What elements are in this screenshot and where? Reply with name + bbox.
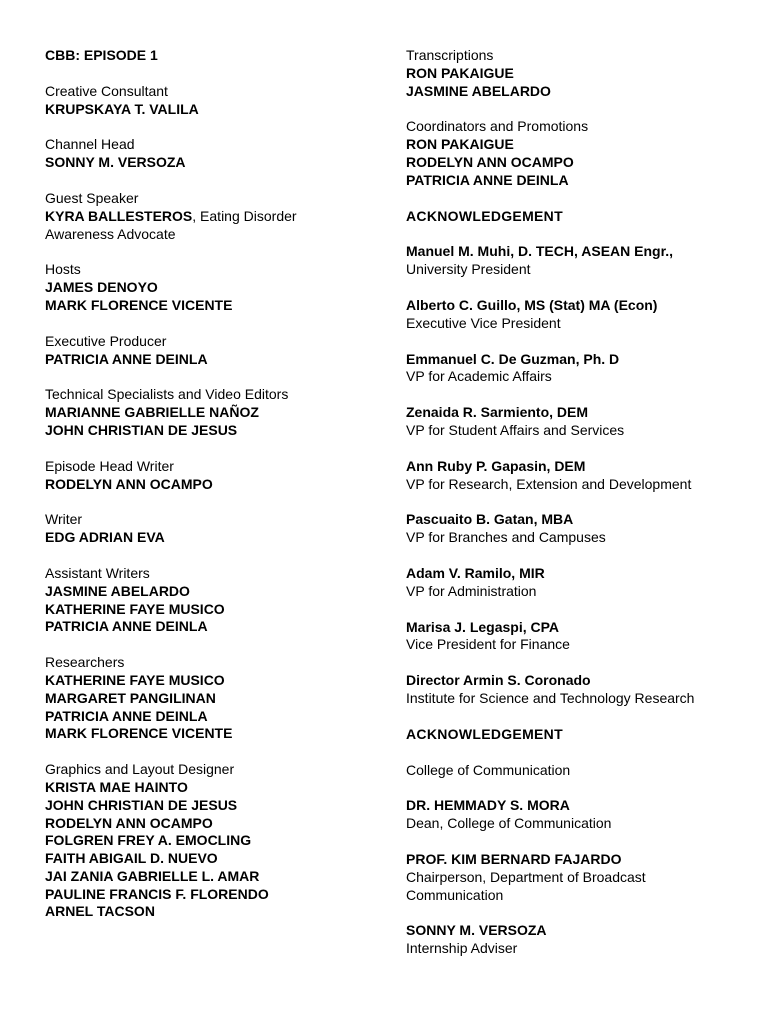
credit-name: PATRICIA ANNE DEINLA <box>45 350 208 367</box>
credit-name: MARK FLORENCE VICENTE <box>45 725 233 742</box>
credit-graphics <box>45 761 365 921</box>
credit-hosts <box>45 261 365 314</box>
role-label: Graphics and Layout Designer <box>45 761 235 778</box>
official-entry <box>406 458 746 494</box>
official-title: VP for Student Affairs and Services <box>406 421 625 438</box>
guest-speaker-desc-cont: Awareness Advocate <box>45 225 176 242</box>
credit-name: ARNEL TACSON <box>45 903 155 920</box>
acknowledgement-heading: ACKNOWLEDGEMENT <box>406 725 563 742</box>
official-entry <box>406 351 746 387</box>
official-name: Alberto C. Guillo, MS (Stat) MA (Econ) <box>406 296 658 313</box>
credit-name: KATHERINE FAYE MUSICO <box>45 671 225 688</box>
official-title: VP for Academic Affairs <box>406 368 552 385</box>
official-name: Zenaida R. Sarmiento, DEM <box>406 404 589 421</box>
official-name: Adam V. Ramilo, MIR <box>406 564 545 581</box>
credit-transcriptions <box>406 47 746 100</box>
credit-guest-speaker <box>45 190 365 243</box>
credit-assistant-writers <box>45 565 365 636</box>
official-title: Dean, College of Communication <box>406 815 612 832</box>
credit-name: MARIANNE GABRIELLE NAÑOZ <box>45 404 259 421</box>
credit-name: RON PAKAIGUE <box>406 136 514 153</box>
right-column <box>406 47 746 976</box>
official-name: Emmanuel C. De Guzman, Ph. D <box>406 350 620 367</box>
official-title: VP for Branches and Campuses <box>406 529 606 546</box>
guest-speaker-desc: , Eating Disorder <box>192 207 297 224</box>
role-label: Assistant Writers <box>45 564 150 581</box>
official-entry <box>406 565 746 601</box>
credit-name: KATHERINE FAYE MUSICO <box>45 600 225 617</box>
official-title: VP for Administration <box>406 582 537 599</box>
role-label: Hosts <box>45 261 81 278</box>
role-label: Creative Consultant <box>45 82 168 99</box>
credit-technical <box>45 386 365 439</box>
credit-creative-consultant <box>45 83 365 119</box>
role-label: Researchers <box>45 654 125 671</box>
official-name: Marisa J. Legaspi, CPA <box>406 618 560 635</box>
credit-name: RODELYN ANN OCAMPO <box>45 814 213 831</box>
official-entry <box>406 672 746 708</box>
credit-name: JAI ZANIA GABRIELLE L. AMAR <box>45 867 260 884</box>
college-block <box>406 762 746 780</box>
credit-name: PAULINE FRANCIS F. FLORENDO <box>45 885 269 902</box>
role-label: Guest Speaker <box>45 189 139 206</box>
guest-speaker-line <box>45 208 365 226</box>
official-name: Manuel M. Muhi, D. TECH, ASEAN Engr., <box>406 243 674 260</box>
official-name: SONNY M. VERSOZA <box>406 922 547 939</box>
official-entry <box>406 619 746 655</box>
official-title: Vice President for Finance <box>406 636 570 653</box>
credit-researchers <box>45 654 365 743</box>
credit-name: PATRICIA ANNE DEINLA <box>45 618 208 635</box>
official-title: Executive Vice President <box>406 314 561 331</box>
credit-name: PATRICIA ANNE DEINLA <box>406 171 569 188</box>
official-entry <box>406 297 746 333</box>
official-title: Internship Adviser <box>406 940 518 957</box>
credit-name: JOHN CHRISTIAN DE JESUS <box>45 421 238 438</box>
official-name: Ann Ruby P. Gapasin, DEM <box>406 457 586 474</box>
credit-name: PATRICIA ANNE DEINLA <box>45 707 208 724</box>
acknowledgement-heading-block <box>406 208 746 226</box>
credit-coordinators <box>406 118 746 189</box>
credit-writer <box>45 511 365 547</box>
credit-name: RON PAKAIGUE <box>406 64 514 81</box>
official-name: Pascuaito B. Gatan, MBA <box>406 511 574 528</box>
official-name: Director Armin S. Coronado <box>406 672 591 689</box>
role-label: Writer <box>45 511 83 528</box>
credit-name: JASMINE ABELARDO <box>406 82 551 99</box>
official-title: VP for Research, Extension and Development <box>406 475 692 492</box>
credit-name: FAITH ABIGAIL D. NUEVO <box>45 850 218 867</box>
chair-entry <box>406 851 746 904</box>
official-name: DR. HEMMADY S. MORA <box>406 797 570 814</box>
role-label: Technical Specialists and Video Editors <box>45 386 289 403</box>
credit-name: KRUPSKAYA T. VALILA <box>45 100 199 117</box>
dean-entry <box>406 797 746 833</box>
credit-name: SONNY M. VERSOZA <box>45 154 186 171</box>
official-entry <box>406 243 746 279</box>
episode-title: CBB: EPISODE 1 <box>45 47 158 63</box>
credit-name: JOHN CHRISTIAN DE JESUS <box>45 796 238 813</box>
official-title: Chairperson, Department of Broadcast <box>406 868 646 885</box>
credit-name: FOLGREN FREY A. EMOCLING <box>45 832 252 849</box>
credit-name: JAMES DENOYO <box>45 279 158 296</box>
credit-name: MARK FLORENCE VICENTE <box>45 296 233 313</box>
college-label: College of Communication <box>406 761 571 778</box>
official-entry <box>406 404 746 440</box>
role-label: Channel Head <box>45 136 135 153</box>
credit-head-writer <box>45 458 365 494</box>
credit-name: JASMINE ABELARDO <box>45 582 190 599</box>
credit-name: EDG ADRIAN EVA <box>45 529 165 546</box>
official-name: PROF. KIM BERNARD FAJARDO <box>406 850 622 867</box>
official-title: University President <box>406 261 531 278</box>
credit-name: KYRA BALLESTEROS <box>45 207 193 224</box>
adviser-entry <box>406 922 746 958</box>
role-label: Executive Producer <box>45 332 167 349</box>
credit-name: RODELYN ANN OCAMPO <box>45 475 213 492</box>
role-label: Episode Head Writer <box>45 457 174 474</box>
credit-executive-producer <box>45 333 365 369</box>
role-label: Coordinators and Promotions <box>406 118 589 135</box>
role-label: Transcriptions <box>406 47 494 63</box>
credit-name: KRISTA MAE HAINTO <box>45 778 188 795</box>
left-column <box>45 47 365 939</box>
official-entry <box>406 511 746 547</box>
credit-name: RODELYN ANN OCAMPO <box>406 153 574 170</box>
acknowledgement-heading-block-2 <box>406 726 746 744</box>
official-title: Institute for Science and Technology Research <box>406 689 695 706</box>
episode-title-block <box>45 47 365 65</box>
credit-name: MARGARET PANGILINAN <box>45 689 216 706</box>
official-title-cont: Communication <box>406 886 504 903</box>
credit-channel-head <box>45 136 365 172</box>
acknowledgement-heading: ACKNOWLEDGEMENT <box>406 207 563 224</box>
